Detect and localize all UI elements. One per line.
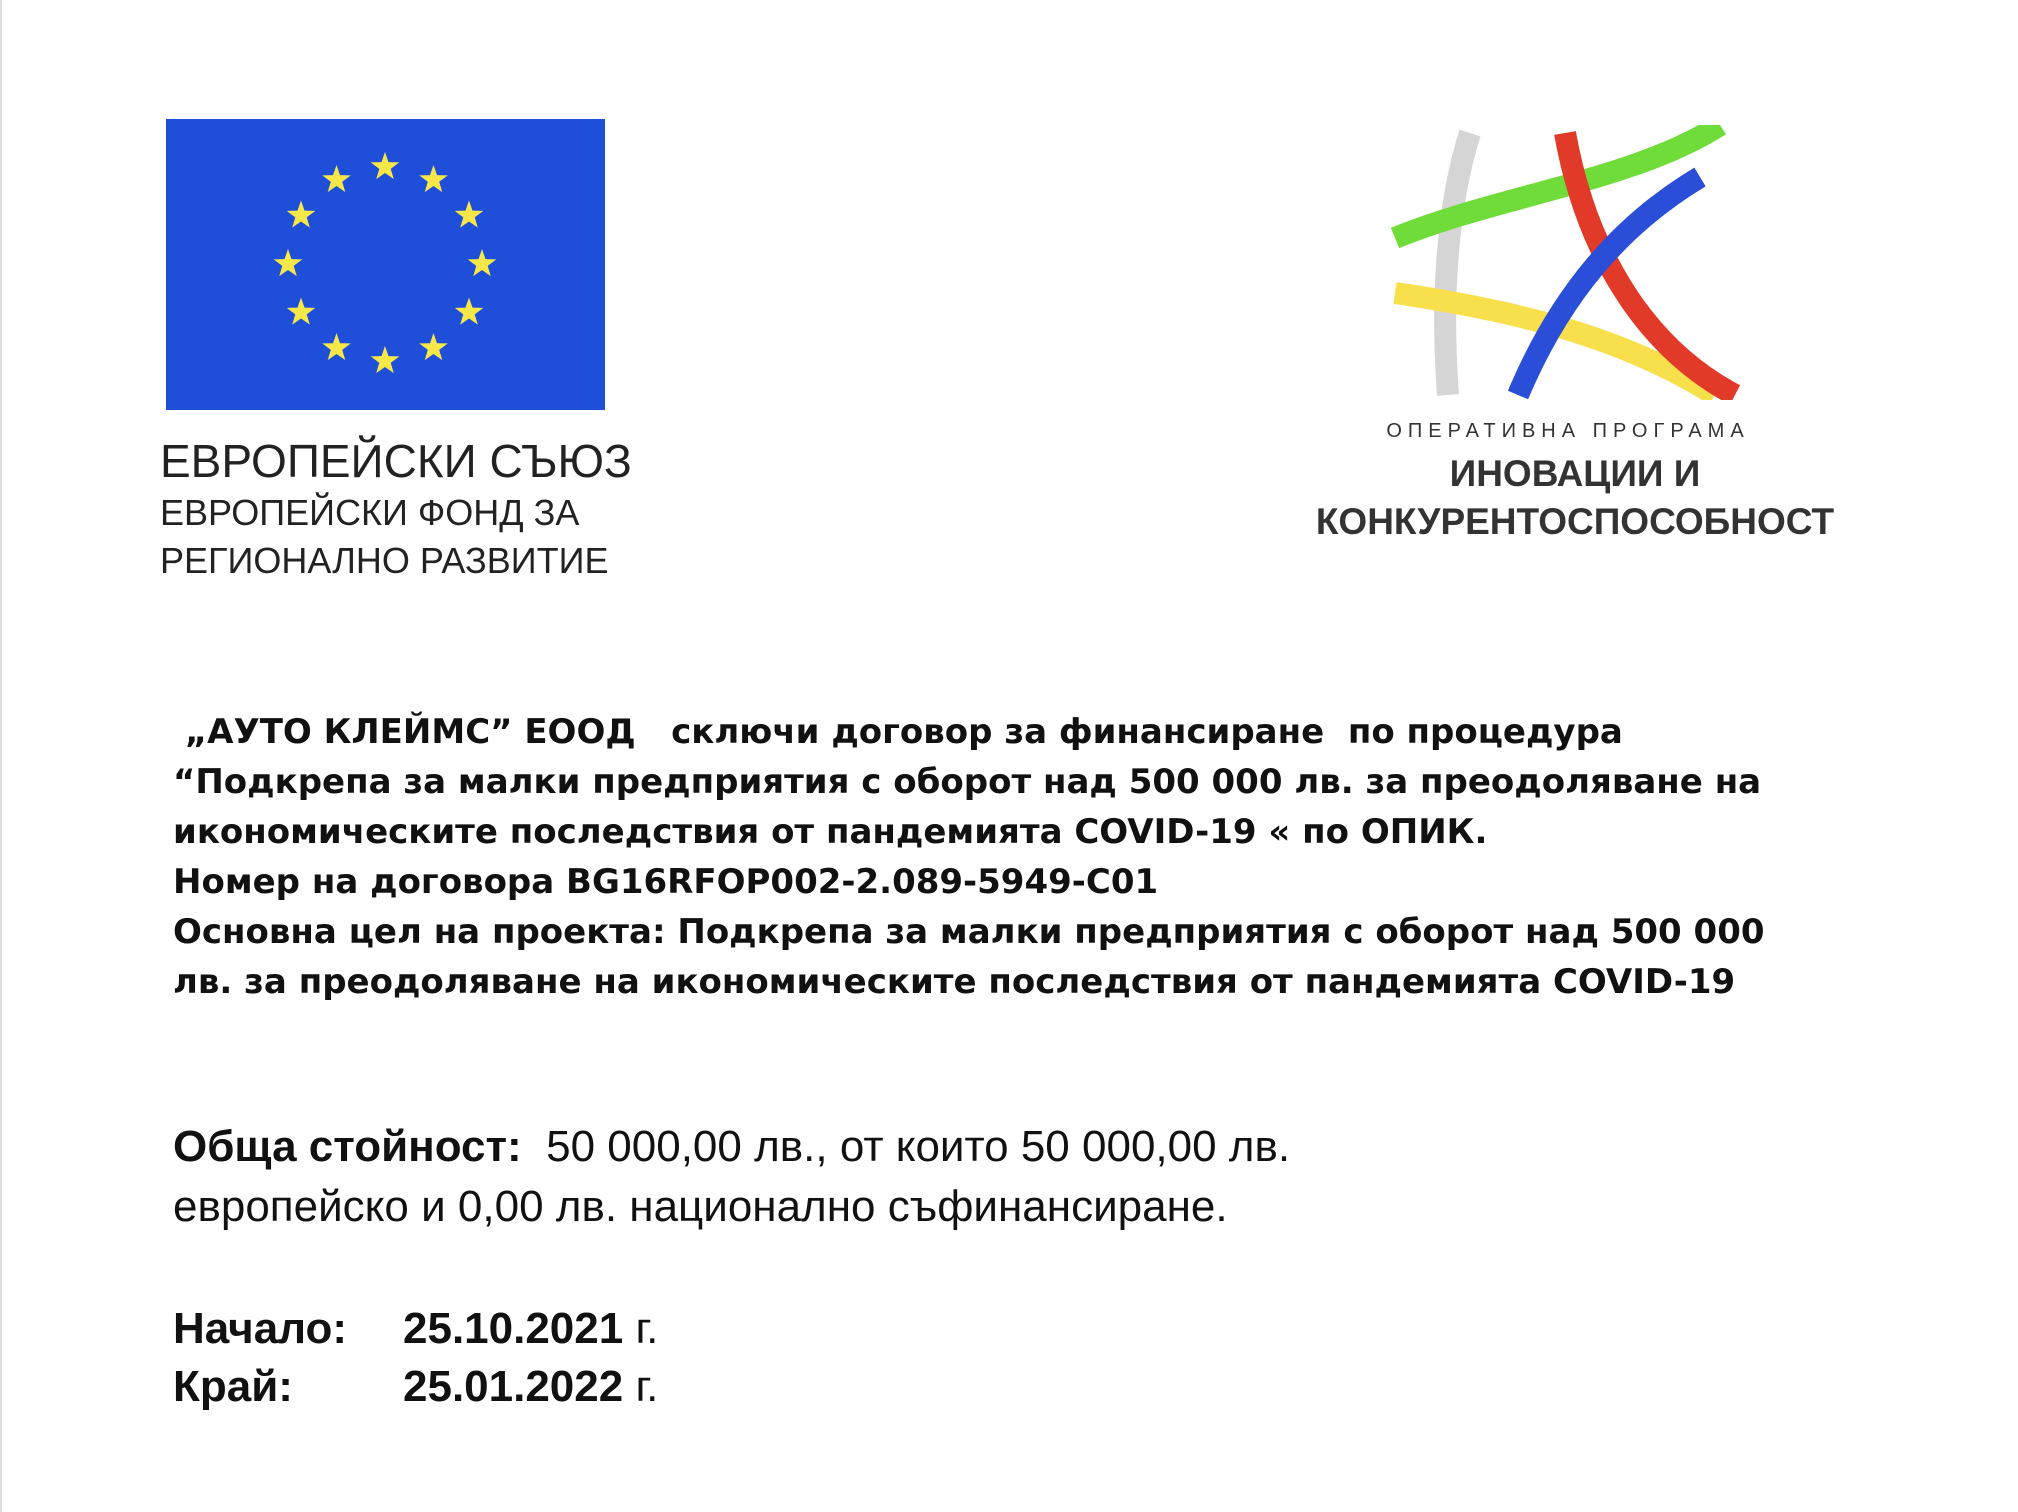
eu-caption [160, 433, 680, 585]
eu-fund-line: ЕВРОПЕЙСКИ ФОНД ЗА [160, 492, 580, 533]
project-goal-line-2: лв. за преодоляване на икономическите последствия от пандемията COVID-19 [173, 962, 1736, 1002]
announcement-line-2: “Подкрепа за малки предприятия с оборот над 500 000 лв. за преодоляване на [173, 762, 1762, 802]
start-row [173, 1300, 658, 1358]
program-logo-mark [1390, 125, 1770, 400]
grey-stroke [1445, 133, 1470, 395]
total-value-label: Обща стойност: [173, 1122, 522, 1171]
total-value-line-2: европейско и 0,00 лв. национално съфинансиране. [173, 1182, 1228, 1231]
end-suffix: г. [623, 1362, 659, 1411]
start-label: Начало: [173, 1304, 348, 1353]
program-label: ОПЕРАТИВНА ПРОГРАМА [1386, 420, 1750, 442]
project-dates [173, 1300, 658, 1416]
end-label: Край: [173, 1362, 293, 1411]
program-name-line-2: КОНКУРЕНТОСПОСОБНОСТ [1315, 501, 1835, 542]
program-name [1290, 450, 1860, 546]
eu-flag-logo [166, 119, 605, 410]
start-date: 25.10.2021 [403, 1304, 624, 1353]
total-value [173, 1117, 1873, 1237]
start-suffix: г. [623, 1304, 659, 1353]
project-goal-line-1: Основна цел на проекта: Подкрепа за малки предприятия с оборот над 500 000 [173, 912, 1765, 952]
contract-number: Номер на договора BG16RFOP002-2.089-5949-C01 [173, 862, 1159, 902]
eu-fund-line-2: РЕГИОНАЛНО РАЗВИТИЕ [160, 540, 609, 581]
total-value-line-1 [173, 1117, 1873, 1177]
total-value-amount: 50 000,00 лв., от които 50 000,00 лв. [521, 1122, 1291, 1171]
announcement [173, 707, 1893, 1007]
announcement-line-3: икономическите последствия от пандемията COVID-19 « по ОПИК. [173, 812, 1488, 852]
eu-title: ЕВРОПЕЙСКИ СЪЮЗ [160, 435, 632, 487]
end-row [173, 1358, 658, 1416]
page-edge [0, 0, 2, 1512]
end-date: 25.01.2022 [403, 1362, 624, 1411]
announcement-line-1: „АУТО КЛЕЙМС” ЕООД сключи договор за финансиране по процедура [173, 712, 1623, 752]
program-name-line-1: ИНОВАЦИИ И [1449, 453, 1701, 494]
